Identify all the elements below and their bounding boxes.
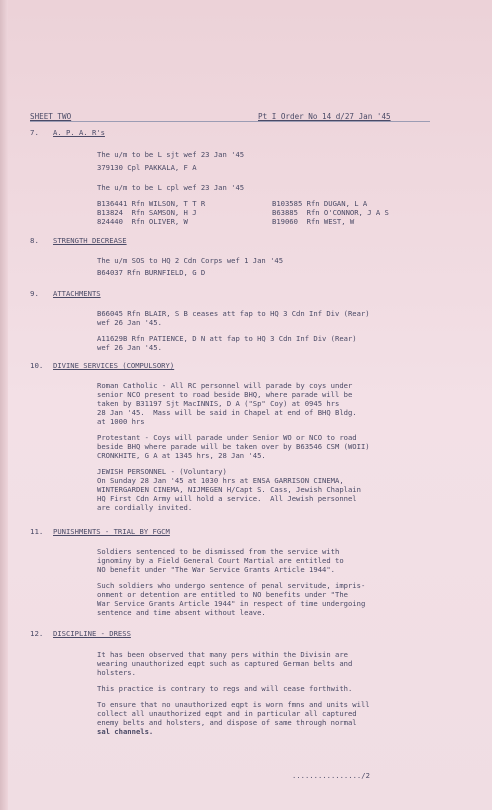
paragraph-line: CRONKHITE, G A at 1345 hrs, 28 Jan '45. <box>97 451 266 460</box>
personnel-entry: B103585 Rfn DUGAN, L A <box>272 199 368 208</box>
paragraph-line: The u/m to be L sjt wef 23 Jan '45 <box>97 150 245 159</box>
paragraph-line: HQ First Cdn Army will hold a service. All Jewish personnel <box>97 494 357 503</box>
paragraph-line: On Sunday 28 Jan '45 at 1030 hrs at ENSA GARRISON CINEMA, <box>97 476 344 485</box>
section-title-9: ATTACHMENTS <box>53 289 101 298</box>
paragraph-line: ignominy by a Field General Court Martial are entitled to <box>97 556 344 565</box>
section-title-7: A. P. A. R's <box>53 128 105 137</box>
section-number-10: 10. <box>30 361 44 370</box>
section-number-8: 8. <box>30 236 39 245</box>
paragraph-line: wef 26 Jan '45. <box>97 318 162 327</box>
paragraph-line: JEWISH PERSONNEL - (Voluntary) <box>97 467 227 476</box>
paragraph-line: taken by B31197 Sjt MacINNIS, D A ("Sp" Coy) at 0945 hrs <box>97 399 340 408</box>
paragraph-line: The u/m SOS to HQ 2 Cdn Corps wef 1 Jan '45 <box>97 256 284 265</box>
paragraph-line: holsters. <box>97 668 136 677</box>
paragraph-line: Such soldiers who undergo sentence of penal servitude, impris- <box>97 581 366 590</box>
paragraph-line: Soldiers sentenced to be dismissed from the service with <box>97 547 340 556</box>
personnel-entry: B63885 Rfn O'CONNOR, J A S <box>272 208 389 217</box>
paragraph-line: War Service Grants Article 1944" in respect of time undergoing <box>97 599 366 608</box>
paragraph-line: Roman Catholic - All RC personnel will parade by coys under <box>97 381 353 390</box>
paragraph-line: Protestant - Coys will parade under Senior WO or NCO to road <box>97 433 357 442</box>
section-title-8: STRENGTH DECREASE <box>53 236 127 245</box>
personnel-entry: B13824 Rfn SAMSON, H J <box>97 208 197 217</box>
paragraph-line: NO benefit under "The War Service Grants Article 1944". <box>97 565 335 574</box>
personnel-entry: 824440 Rfn OLIVER, W <box>97 217 188 226</box>
paragraph-line: wef 26 Jan '45. <box>97 343 162 352</box>
section-title-10: DIVINE SERVICES (COMPULSORY) <box>53 361 175 370</box>
paragraph-line: A11629B Rfn PATIENCE, D N att fap to HQ 3 Cdn Inf Div (Rear) <box>97 334 357 343</box>
paragraph-line: onment or detention are entitled to NO benefits under "The <box>97 590 348 599</box>
section-number-9: 9. <box>30 289 39 298</box>
paragraph-line: wearing unauthorized eqpt such as captured German belts and <box>97 659 353 668</box>
page-continuation: ................/2 <box>292 771 370 780</box>
section-number-11: 11. <box>30 527 44 536</box>
section-number-7: 7. <box>30 128 39 137</box>
paragraph-line: 379130 Cpl PAKKALA, F A <box>97 163 197 172</box>
paragraph-line: enemy belts and holsters, and dispose of same through normal <box>97 718 357 727</box>
section-title-11: PUNISHMENTS - TRIAL BY FGCM <box>53 527 170 536</box>
personnel-entry: B136441 Rfn WILSON, T T R <box>97 199 206 208</box>
paragraph-line: sal channels. <box>97 727 154 736</box>
section-number-12: 12. <box>30 629 44 638</box>
paragraph-line: 28 Jan '45. Mass will be said in Chapel at end of BHQ Bldg. <box>97 408 357 417</box>
paragraph-line: sentence and time absent without leave. <box>97 608 266 617</box>
paragraph-line: are cordially invited. <box>97 503 193 512</box>
order-reference: Pt I Order No 14 d/27 Jan '45 <box>258 112 391 121</box>
paragraph-line: beside BHQ where parade will be taken over by B63546 CSM (WOII) <box>97 442 370 451</box>
paragraph-line: WINTERGARDEN CINEMA, NIJMEGEN H/Capt S. Cass, Jewish Chaplain <box>97 485 361 494</box>
sheet-label: SHEET TWO <box>30 112 72 121</box>
paragraph-line: B66045 Rfn BLAIR, S B ceases att fap to HQ 3 Cdn Inf Div (Rear) <box>97 309 370 318</box>
paragraph-line: senior NCO present to road beside BHQ, where parade will be <box>97 390 353 399</box>
paragraph-line: B64037 Rfn BURNFIELD, G D <box>97 268 206 277</box>
personnel-entry: B19060 Rfn WEST, W <box>272 217 355 226</box>
paragraph-line: It has been observed that many pers within the Divisin are <box>97 650 348 659</box>
paragraph-line: To ensure that no unauthorized eqpt is worn fmns and units will <box>97 700 370 709</box>
paragraph-line: at 1000 hrs <box>97 417 145 426</box>
paragraph-line: This practice is contrary to regs and will cease forthwith. <box>97 684 353 693</box>
paragraph-line: The u/m to be L cpl wef 23 Jan '45 <box>97 183 245 192</box>
section-title-12: DISCIPLINE - DRESS <box>53 629 131 638</box>
header-rule <box>30 121 430 122</box>
paragraph-line: collect all unauthorized eqpt and in particular all captured <box>97 709 357 718</box>
